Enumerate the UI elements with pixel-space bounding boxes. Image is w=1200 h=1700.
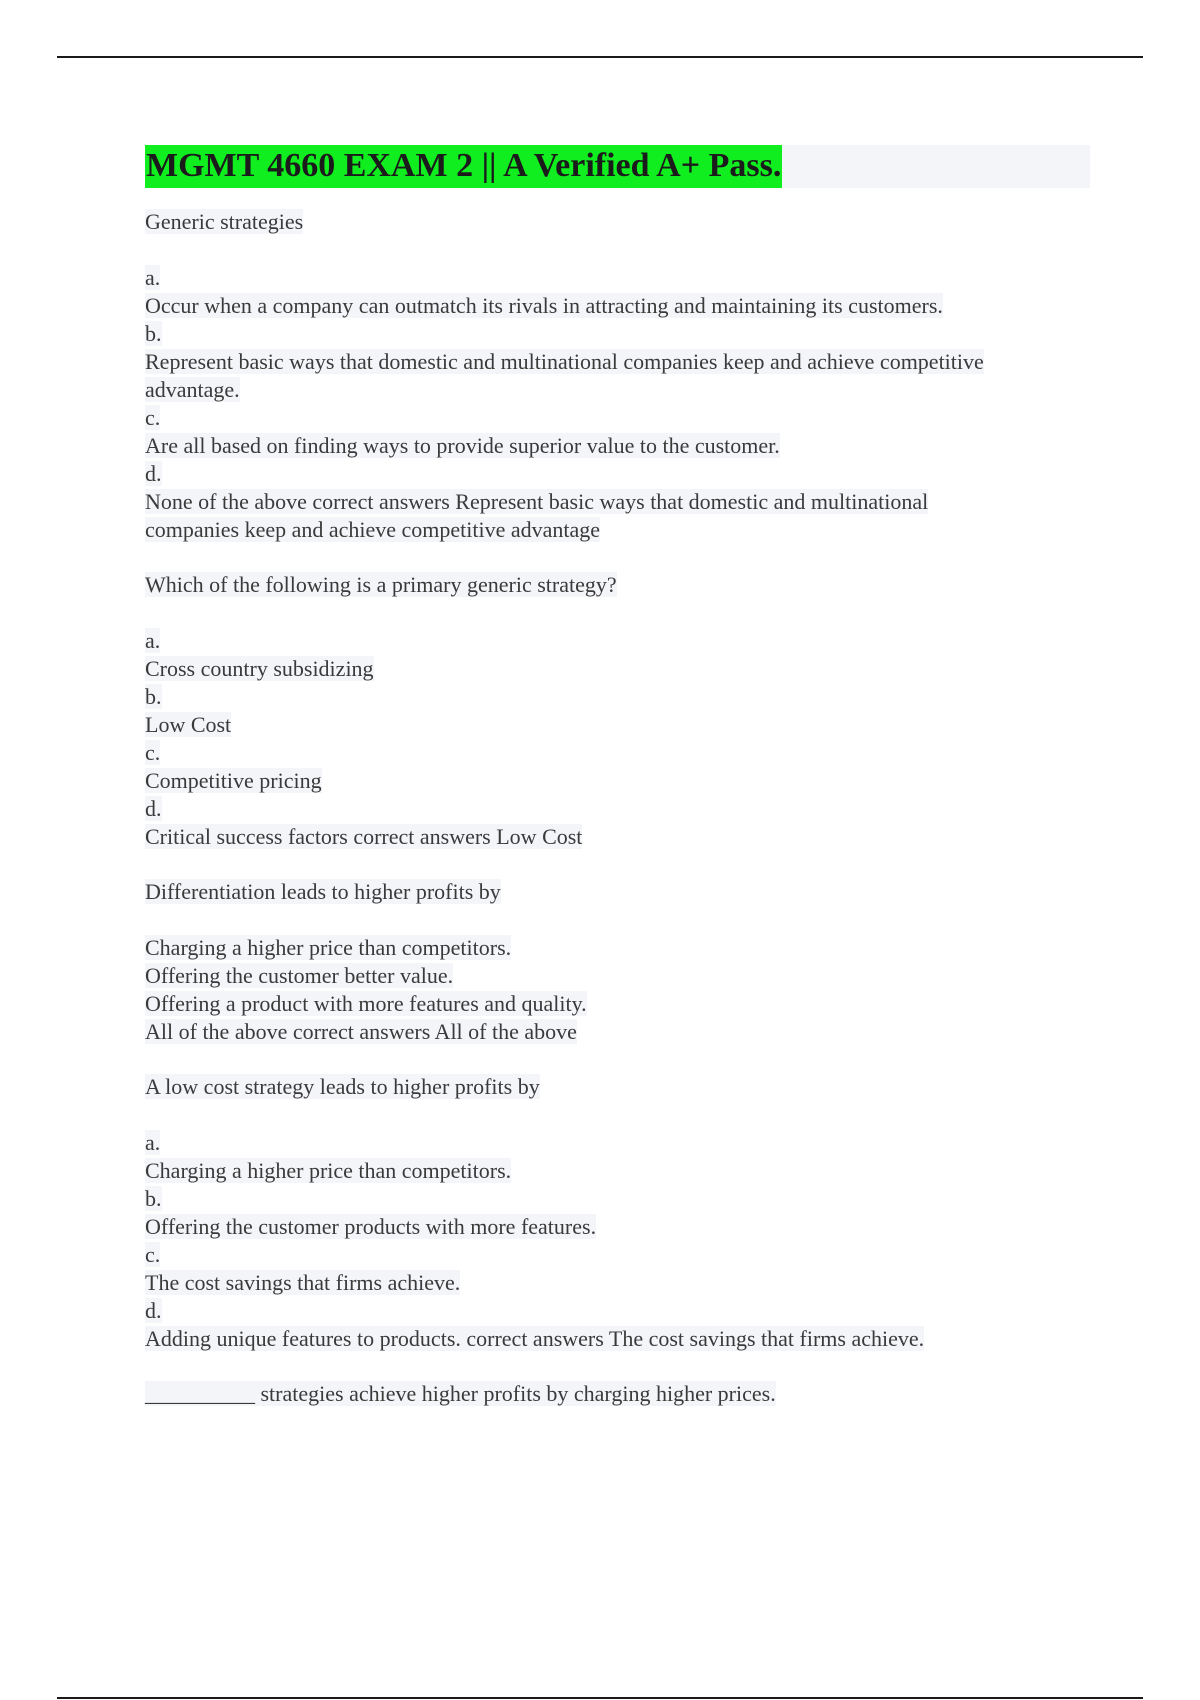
option-text-answer: Adding unique features to products. correct answers The cost savings that firms achieve. bbox=[145, 1326, 925, 1351]
option-letter: c. bbox=[145, 740, 161, 765]
option-text: Represent basic ways that domestic and multinational companies keep and achieve competitive bbox=[145, 349, 984, 374]
question-prompt: Which of the following is a primary generic strategy? bbox=[145, 572, 617, 597]
option-letter: b. bbox=[145, 684, 162, 709]
option-text: advantage. bbox=[145, 377, 240, 402]
option-text: The cost savings that firms achieve. bbox=[145, 1270, 461, 1295]
question-1 bbox=[145, 208, 1090, 544]
option-text: Charging a higher price than competitors. bbox=[145, 1158, 512, 1183]
option-text: Offering the customer better value. bbox=[145, 963, 454, 988]
option-letter: d. bbox=[145, 1298, 162, 1323]
question-3 bbox=[145, 878, 1090, 1046]
option-letter: c. bbox=[145, 405, 161, 430]
option-letter: a. bbox=[145, 1130, 161, 1155]
option-text: Low Cost bbox=[145, 712, 232, 737]
option-text: Charging a higher price than competitors. bbox=[145, 935, 512, 960]
option-text: Occur when a company can outmatch its rivals in attracting and maintaining its customers. bbox=[145, 293, 943, 318]
option-letter: a. bbox=[145, 628, 161, 653]
question-2 bbox=[145, 571, 1090, 851]
question-prompt: strategies achieve higher profits by charging higher prices. bbox=[260, 1381, 776, 1406]
option-text: Are all based on finding ways to provide superior value to the customer. bbox=[145, 433, 780, 458]
option-letter: b. bbox=[145, 321, 162, 346]
option-text: Offering a product with more features and quality. bbox=[145, 991, 587, 1016]
option-letter: d. bbox=[145, 796, 162, 821]
footer-rule bbox=[57, 1697, 1143, 1699]
option-letter: c. bbox=[145, 1242, 161, 1267]
option-letter: b. bbox=[145, 1186, 162, 1211]
option-letter: d. bbox=[145, 461, 162, 486]
question-prompt: Generic strategies bbox=[145, 209, 304, 234]
option-text-answer: Critical success factors correct answers Low Cost bbox=[145, 824, 583, 849]
header-rule bbox=[57, 56, 1143, 58]
option-text-answer: All of the above correct answers All of the above bbox=[145, 1019, 577, 1044]
question-5 bbox=[145, 1380, 1090, 1408]
document-title: MGMT 4660 EXAM 2 || A Verified A+ Pass. bbox=[145, 145, 782, 188]
document-body bbox=[145, 145, 1090, 1408]
option-letter: a. bbox=[145, 265, 161, 290]
option-text: Competitive pricing bbox=[145, 768, 322, 793]
question-4 bbox=[145, 1073, 1090, 1353]
question-prompt: Differentiation leads to higher profits by bbox=[145, 879, 501, 904]
question-prompt: A low cost strategy leads to higher profits by bbox=[145, 1074, 540, 1099]
title-band bbox=[145, 145, 1090, 188]
option-text-answer: companies keep and achieve competitive advantage bbox=[145, 517, 601, 542]
fill-in-blank: __________ bbox=[145, 1381, 255, 1406]
option-text-answer: None of the above correct answers Represent basic ways that domestic and multinational bbox=[145, 489, 929, 514]
option-text: Offering the customer products with more features. bbox=[145, 1214, 597, 1239]
option-text: Cross country subsidizing bbox=[145, 656, 374, 681]
